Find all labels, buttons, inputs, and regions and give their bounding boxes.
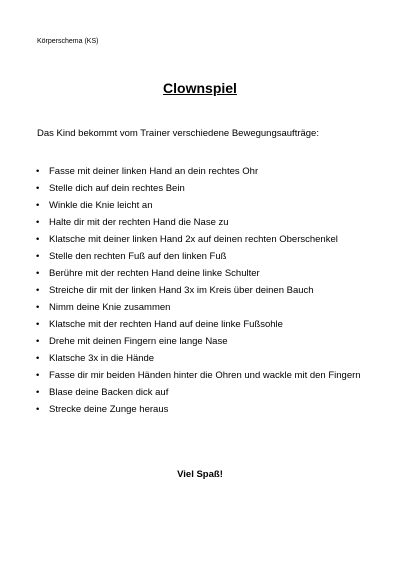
bullet-icon: • [36,166,40,177]
list-item-text: Halte dir mit der rechten Hand die Nase zu [49,217,229,228]
list-item-text: Klatsche 3x in die Hände [49,353,155,364]
bullet-icon: • [36,319,40,330]
list-item [36,333,376,350]
list-item [36,265,376,282]
list-item [36,384,376,401]
list-item-text: Blase deine Backen dick auf [49,387,169,398]
list-item-text: Streiche dir mit der linken Hand 3x im Kreis über deinen Bauch [49,285,314,296]
bullet-icon: • [36,251,40,262]
list-item [36,180,376,197]
list-item-text: Klatsche mit deiner linken Hand 2x auf deinen rechten Oberschenkel [49,234,338,245]
list-item [36,299,376,316]
list-item [36,231,376,248]
bullet-icon: • [36,404,40,415]
document-header: Körperschema (KS) [37,38,99,45]
bullet-icon: • [36,183,40,194]
list-item [36,197,376,214]
list-item-text: Fasse dir mir beiden Händen hinter die Ohren und wackle mit den Fingern [49,370,361,381]
bullet-icon: • [36,234,40,245]
list-item [36,214,376,231]
list-item-text: Stelle den rechten Fuß auf den linken Fuß [49,251,227,262]
list-item [36,367,376,384]
list-item [36,248,376,265]
list-item-text: Strecke deine Zunge heraus [49,404,169,415]
bullet-icon: • [36,336,40,347]
list-item [36,350,376,367]
list-item-text: Stelle dich auf dein rechtes Bein [49,183,185,194]
list-item-text: Drehe mit deinen Fingern eine lange Nase [49,336,228,347]
list-item-text: Fasse mit deiner linken Hand an dein rechtes Ohr [49,166,259,177]
list-item [36,316,376,333]
list-item-text: Nimm deine Knie zusammen [49,302,171,313]
bullet-icon: • [36,268,40,279]
list-item-text: Winkle die Knie leicht an [49,200,153,211]
list-item-text: Klatsche mit der rechten Hand auf deine linke Fußsohle [49,319,283,330]
list-item-text: Berühre mit der rechten Hand deine linke Schulter [49,268,260,279]
task-list [36,163,376,418]
bullet-icon: • [36,370,40,381]
intro-text: Das Kind bekommt vom Trainer verschiedene Bewegungsaufträge: [37,128,319,139]
closing-text: Viel Spaß! [177,469,223,480]
bullet-icon: • [36,387,40,398]
list-item [36,163,376,180]
bullet-icon: • [36,302,40,313]
bullet-icon: • [36,217,40,228]
bullet-icon: • [36,200,40,211]
page-title: Clownspiel [163,80,237,96]
bullet-icon: • [36,285,40,296]
list-item [36,401,376,418]
list-item [36,282,376,299]
bullet-icon: • [36,353,40,364]
